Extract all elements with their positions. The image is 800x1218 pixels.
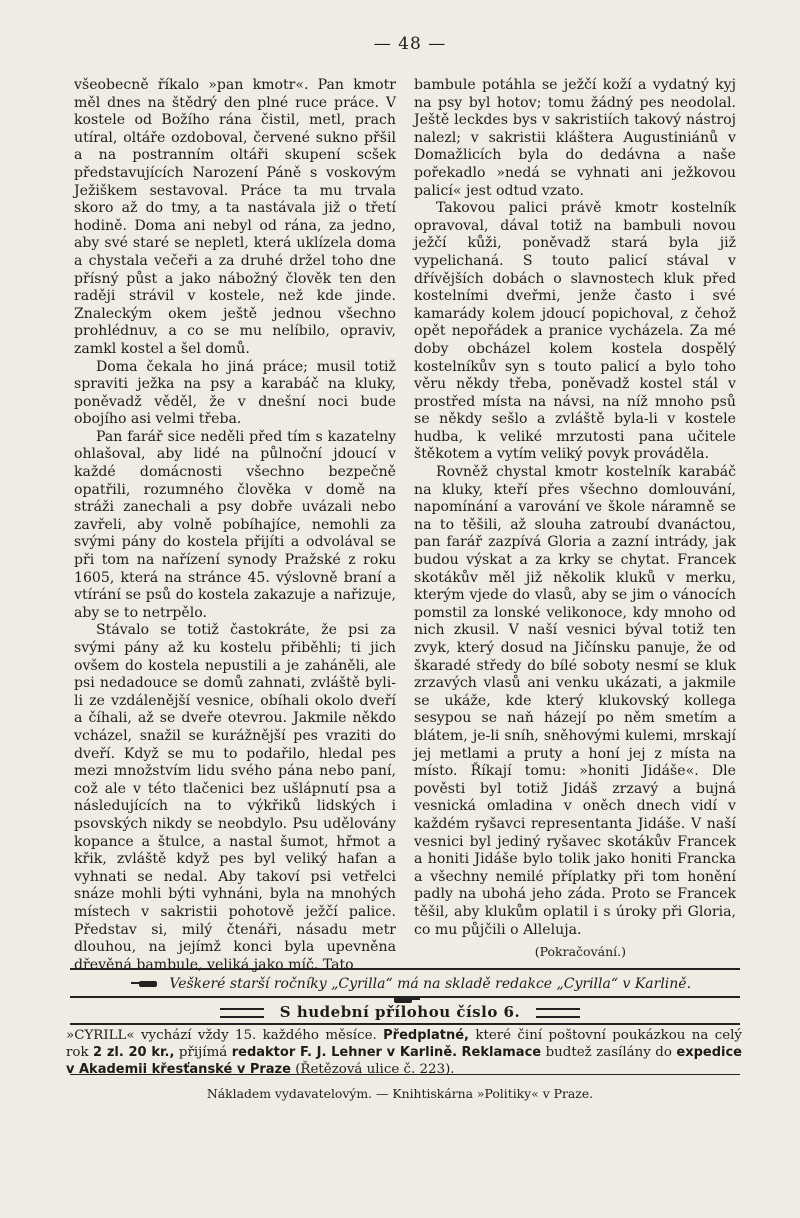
notice-text: Veškeré starší ročníky „Cyrilla“ má na skladě redakce „Cyrilla“ v Karlině. [169, 976, 692, 992]
divider [70, 968, 740, 970]
imprint-text: které činí poštovní poukázkou na celý rok [66, 1028, 742, 1060]
supplement-line [0, 1003, 800, 1021]
imprint-text: »CYRILL« vychází vždy 15. každého měsíce. [66, 1028, 377, 1043]
paragraph: Takovou palici právě kmotr kostelník opravoval, dával totiž na bambuli novou ježčí kůži, poněvadž stará byla již vypelichaná. S touto palicí stával v dřívějších dobách o slavnostech kluk před kostelními dveřmi, jenže často i své kamarády kolem jdoucí popichoval, z čehož opět nepořádek a pranice vycházela. Za mé doby obcházel kolem kostela dospělý kostelníkův syn s touto palicí a bylo toho věru někdy třeba, poněvadž kostel stál v prostřed místa na návsi, na níž mnoho psů se někdy sešlo a zvláště byla-li v kostele hudba, k veliké mrzutosti pana učitele štěkotem a vytím veliký povyk prováděla. [414, 200, 736, 463]
supplement-text: S hudební přílohou číslo 6. [279, 1003, 521, 1021]
left-column [74, 77, 396, 974]
imprint-text: budtež zasílány do [545, 1045, 672, 1060]
imprint-text: přijímá [178, 1045, 228, 1060]
pointing-hand-icon [131, 979, 157, 989]
paragraph: bambule potáhla se ježčí koží a vydatný kyj na psy byl hotov; tomu žádný pes neodolal. Ještě leckdes bys v sakristiích takový nástroj nalezl; v sakristii kláštera Augustiniánů v Domažlicích byla do dedávna a naše pořekadlo »nedá se vyhnati ani ježkovou palicí« jest odtud vzato. [414, 77, 736, 199]
imprint-bold: Předplatné, [383, 1028, 469, 1043]
double-rule-ornament [220, 1008, 264, 1018]
paragraph: Stávalo se totiž častokráte, že psi za svými pány až ku kostelu přiběhli; ti jich ovšem do kostela nepustili a je zaháněli, ale psi nedadouce se domů zahnati, zvláště byli-li ze vzdálenější vesnice, obíhali okolo dveří a číhali, až se dveře otevrou. Jakmile někdo vcházel, snažil se kurážnější pes vraziti do dveří. Když se mu to podařilo, hledal pes mezi množstvím lidu svého pána nebo paní, což ale v této tlačenici bez ušlápnutí psa a následujících na to výkřiků lidských i psovských nikdy se neobdylo. Psu udělovány kopance a štulce, a nastal šumot, hřmot a křik, zvláště když pes byl veliký hafan a vyhnati se nedal. Aby takoví psi vetřelci snáze mohli býti vyhnáni, byla na mnohých místech v sakristii pohotově ježčí palice. Představ si, milý čtenáři, násadu metr dlouhou, na jejímž konci byla upevněna dřevěná bambule, veliká jako míč. Tato [74, 622, 396, 973]
imprint-bold: redaktor F. J. Lehner v Karlině. [231, 1045, 458, 1060]
imprint [66, 1027, 742, 1078]
paragraph: Pan farář sice neděli před tím s kazatelny ohlašoval, aby lidé na půlnoční jdoucí v každé domácnosti všechno bezpečně opatřili, rozumného člověka v domě na stráži zanechali a psy dobře uvázali nebo zavřeli, aby volně pobíhajíce, nemohli za svými pány do kostela přijíti a odvolával se při tom na nařízení synody Pražské z roku 1605, která na stránce 45. výslovně braní a vtírání se psů do kostela zakazuje a nařizuje, aby se to netrpělo. [74, 428, 396, 621]
divider [70, 996, 740, 998]
page-number: — 48 — [373, 34, 447, 54]
imprint-bold: expedice v Akademii křesťanské v Praze [66, 1045, 742, 1077]
paragraph: Rovněž chystal kmotr kostelník karabáč na kluky, kteří přes všechno domlouvání, napomínání a varování ve škole náramně se na to těšili, až slouha zatroubí dvanáctou, pan farář zazpívá Gloria a zazní intrády, jak budou výskat a za krky se chytat. Francek skotákův měl již několik kluků v merku, kterým vjede do vlasů, aby se jim o vánocích pomstil za lonské velikonoce, kdy mnoho od nich zkusil. V naší vesnici býval totiž ten zvyk, který dosud na Jičínsku panuje, že od škaradé středy do bílé soboty nesmí se kluk zrzavých vlasů ani venku ukázati, a jakmile se ukáže, kde který klukovský kollega sesypou se naň házejí po něm smetím a blátem, je-li sníh, sněhovými kulemi, mrskají jej metlami a pruty a honí jej z místa na místo. Říkají tomu: »honiti Jidáše«. Dle pověsti byl totiž Jidáš zrzavý a bujná vesnická omladina v oněch dnech vidí v každém ryšavci representanta Jidáše. V naší vesnici byl jediný ryšavec skotákův Francek a honiti Jidáše bylo tolik jako honiti Francka a všechny nemilé příplatky při tom honění padly na ubohá jeho záda. Proto se Francek těšil, aby klukům oplatil i s úroky při Gloria, co mu půjčili o Alleluja. [414, 464, 736, 938]
imprint-text: (Řetězová ulice č. 223). [295, 1062, 455, 1077]
double-rule-ornament [536, 1008, 580, 1018]
imprint-bold: Reklamace [461, 1045, 542, 1060]
publisher-line: Nákladem vydavatelovým. — Knihtiskárna »Politiky« v Praze. [206, 1086, 594, 1101]
paragraph: všeobecně říkalo »pan kmotr«. Pan kmotr měl dnes na štědrý den plné ruce práce. V kostele od Božího rána čistil, metl, prach utíral, oltáře ozdoboval, červené sukno přšil a na postranním oltáři skupení scšek představujících Narození Páně s voskovým Ježiškem sestavoval. Práce ta mu trvala skoro až do tmy, a ta nastávala již o třetí hodině. Doma ani nebyl od rána, za jedno, aby své staré se nepletl, která uklízela doma a chystala večeři a za druhé držel toho dne přísný půst a jako nábožný člověk ten den raději strávil v kostele, než kde jinde. Znaleckým okem ještě jednou všechno prohlédnuv, a co se mu nelíbilo, opraviv, zamkl kostel a šel domů. [74, 77, 396, 357]
imprint-bold: 2 zl. 20 kr., [93, 1045, 175, 1060]
right-column [414, 77, 736, 961]
divider [70, 1023, 740, 1025]
paragraph: Doma čekala ho jiná práce; musil totiž spraviti ježka na psy a karabáč na kluky, poněvadž věděl, že v dnešní noci bude obojího asi velmi třeba. [74, 358, 396, 428]
continuation-note: (Pokračování.) [534, 944, 626, 960]
divider [70, 1074, 740, 1075]
